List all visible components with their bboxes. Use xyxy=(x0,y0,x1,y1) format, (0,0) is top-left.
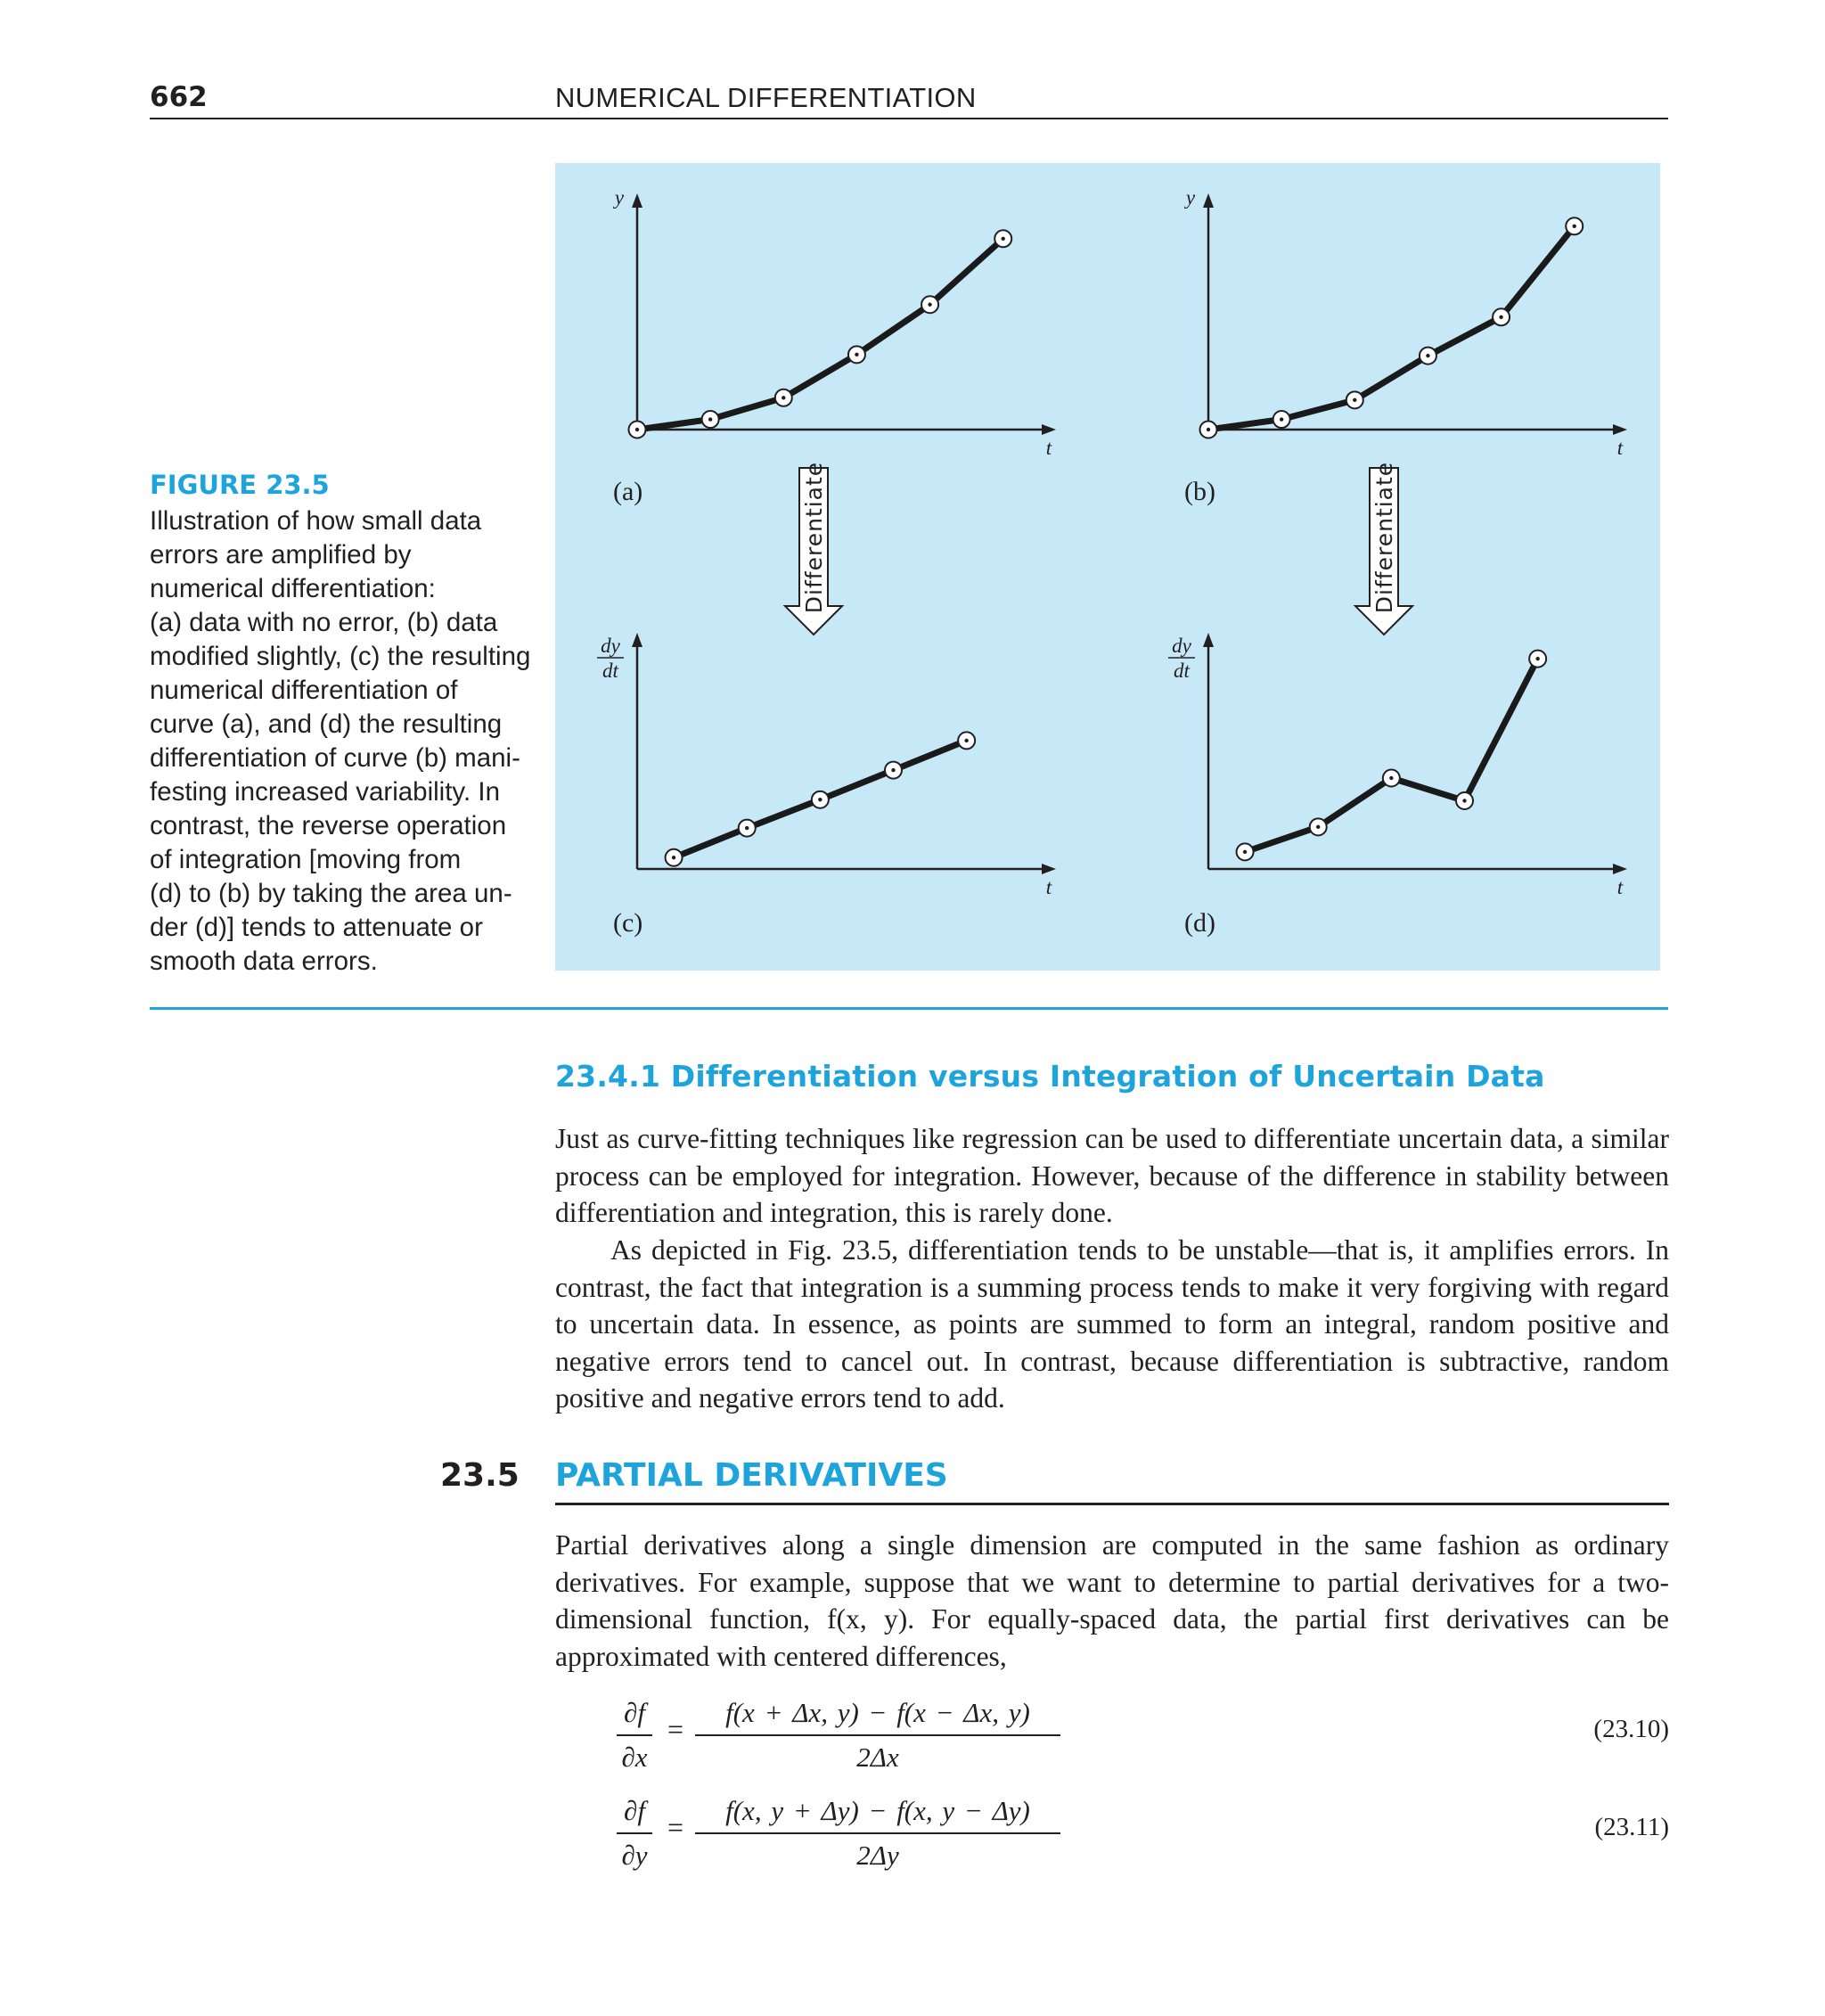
lhs-numerator: ∂f xyxy=(624,1697,645,1728)
x-axis-arrow xyxy=(1042,864,1056,874)
data-point-center xyxy=(1535,657,1539,660)
y-axis-label-numerator: dy xyxy=(601,635,620,657)
section-number: 23.5 xyxy=(440,1457,520,1494)
panel-label: (d) xyxy=(1184,908,1215,938)
panel-label: (b) xyxy=(1184,477,1215,506)
fraction-bar xyxy=(695,1832,1060,1834)
differentiate-label: Differentiate xyxy=(1371,461,1397,614)
equation-23-11 xyxy=(606,1793,1669,1882)
equation-lhs xyxy=(613,1695,656,1773)
header-rule xyxy=(150,118,1668,119)
equation-number: (23.10) xyxy=(1593,1715,1669,1743)
data-point-center xyxy=(1389,776,1393,780)
y-axis-label: y xyxy=(1185,186,1196,209)
rhs-numerator: f(x, y + Δy) − f(x, y − Δy) xyxy=(725,1795,1030,1826)
x-axis-label: t xyxy=(1045,437,1052,459)
series-line xyxy=(1208,226,1575,430)
series-line xyxy=(637,239,1003,430)
y-axis-arrow xyxy=(1203,193,1214,208)
fraction-bar xyxy=(617,1734,652,1736)
data-point-center xyxy=(1353,398,1356,402)
caption-line: modified slightly, (c) the resulting xyxy=(150,642,531,671)
caption-line: (a) data with no error, (b) data xyxy=(150,608,498,637)
caption-line: differentiation of curve (b) mani- xyxy=(150,743,520,773)
y-axis-label-numerator: dy xyxy=(1172,635,1191,657)
caption-line: numerical differentiation of xyxy=(150,676,458,705)
x-axis-label: t xyxy=(1616,437,1624,459)
y-axis-arrow xyxy=(1203,633,1214,647)
data-point-center xyxy=(1573,225,1576,228)
figure-23-5 xyxy=(555,163,1660,971)
equation-number: (23.11) xyxy=(1594,1813,1669,1841)
y-axis-label-denominator: dt xyxy=(602,660,618,682)
x-axis-label: t xyxy=(1616,876,1624,898)
data-point-center xyxy=(1462,799,1466,802)
data-point-center xyxy=(1243,850,1247,854)
equals-sign: = xyxy=(667,1811,684,1843)
panel-label: (a) xyxy=(613,477,643,506)
data-point-center xyxy=(964,739,968,742)
caption-line: of integration [moving from xyxy=(150,845,462,874)
data-point-center xyxy=(928,303,931,307)
figure-caption xyxy=(150,504,542,979)
subsection-title: 23.4.1 Differentiation versus Integration of Uncertain Data xyxy=(555,1059,1545,1094)
body-paragraph: Just as curve-fitting techniques like regression can be used to differentiate uncertain data, a similar process can be employed for integration. However, because of the difference in stability between differentiation and integration, this is rarely done. xyxy=(555,1123,1669,1228)
body-paragraph: As depicted in Fig. 23.5, differentiation tends to be unstable—that is, it amplifies errors. In contrast, the fact that integration is a summing process tends to make it very forgiving with regard to uncertain data. In essence, as points are summed to form an integral, random positive and negative errors tend to cancel out. In contrast, because differentiation is subtractive, random positive and negative errors tend to add. xyxy=(555,1234,1669,1414)
equation-rhs xyxy=(695,1695,1060,1773)
data-point-center xyxy=(1499,316,1502,319)
y-axis-arrow xyxy=(632,193,642,208)
figure-label: FIGURE 23.5 xyxy=(150,470,330,500)
rhs-denominator: 2Δx xyxy=(856,1741,899,1773)
caption-line: smooth data errors. xyxy=(150,947,378,976)
lhs-numerator: ∂f xyxy=(624,1795,645,1826)
equals-sign: = xyxy=(667,1713,684,1745)
page-number: 662 xyxy=(150,81,208,113)
data-point-center xyxy=(1426,354,1429,357)
section-rule xyxy=(555,1503,1669,1505)
differentiate-label: Differentiate xyxy=(801,461,827,614)
running-title: NUMERICAL DIFFERENTIATION xyxy=(555,82,977,113)
series-line xyxy=(1245,659,1538,852)
data-point-center xyxy=(855,353,858,356)
section-title: PARTIAL DERIVATIVES xyxy=(555,1457,948,1494)
lhs-denominator: ∂y xyxy=(621,1840,648,1871)
figure-rule xyxy=(150,1007,1668,1010)
lhs-denominator: ∂x xyxy=(621,1741,648,1773)
caption-line: errors are amplified by xyxy=(150,540,412,570)
data-point-center xyxy=(1207,428,1210,431)
caption-line: festing increased variability. In xyxy=(150,777,500,807)
panel-label: (c) xyxy=(613,908,643,938)
data-point-center xyxy=(818,798,822,801)
data-point-center xyxy=(708,417,712,421)
y-axis-label: y xyxy=(614,186,625,209)
caption-line: curve (a), and (d) the resulting xyxy=(150,709,503,739)
data-point-center xyxy=(782,396,785,399)
y-axis-arrow xyxy=(632,633,642,647)
y-axis-label-denominator: dt xyxy=(1174,660,1190,682)
equation-23-10 xyxy=(606,1695,1669,1784)
data-point-center xyxy=(672,856,675,859)
data-point-center xyxy=(635,428,639,431)
data-point-center xyxy=(891,768,895,772)
caption-line: (d) to (b) by taking the area un- xyxy=(150,879,512,908)
figure-panel xyxy=(555,163,1660,971)
equation-rhs xyxy=(695,1793,1060,1871)
x-axis-arrow xyxy=(1613,424,1627,435)
x-axis-arrow xyxy=(1613,864,1627,874)
x-axis-label: t xyxy=(1045,876,1052,898)
data-point-center xyxy=(745,826,749,830)
caption-line: numerical differentiation: xyxy=(150,574,436,603)
rhs-numerator: f(x + Δx, y) − f(x − Δx, y) xyxy=(725,1697,1030,1728)
equation-lhs xyxy=(613,1793,656,1871)
fraction-bar xyxy=(695,1734,1060,1736)
caption-line: contrast, the reverse operation xyxy=(150,811,507,840)
rhs-denominator: 2Δy xyxy=(856,1840,899,1871)
data-point-center xyxy=(1316,825,1320,829)
data-point-center xyxy=(1002,237,1005,241)
body-paragraph: Partial derivatives along a single dimension are computed in the same fashion as ordinary derivatives. For example, suppose that we want to determine to partial derivatives for a two-dimensional function, f(x, y). For equally-spaced data, the partial first derivatives can be approximated with centered differences, xyxy=(555,1529,1669,1672)
x-axis-arrow xyxy=(1042,424,1056,435)
caption-line: der (d)] tends to attenuate or xyxy=(150,913,483,942)
data-point-center xyxy=(1280,417,1283,421)
fraction-bar xyxy=(617,1832,652,1834)
caption-line: Illustration of how small data xyxy=(150,506,482,536)
